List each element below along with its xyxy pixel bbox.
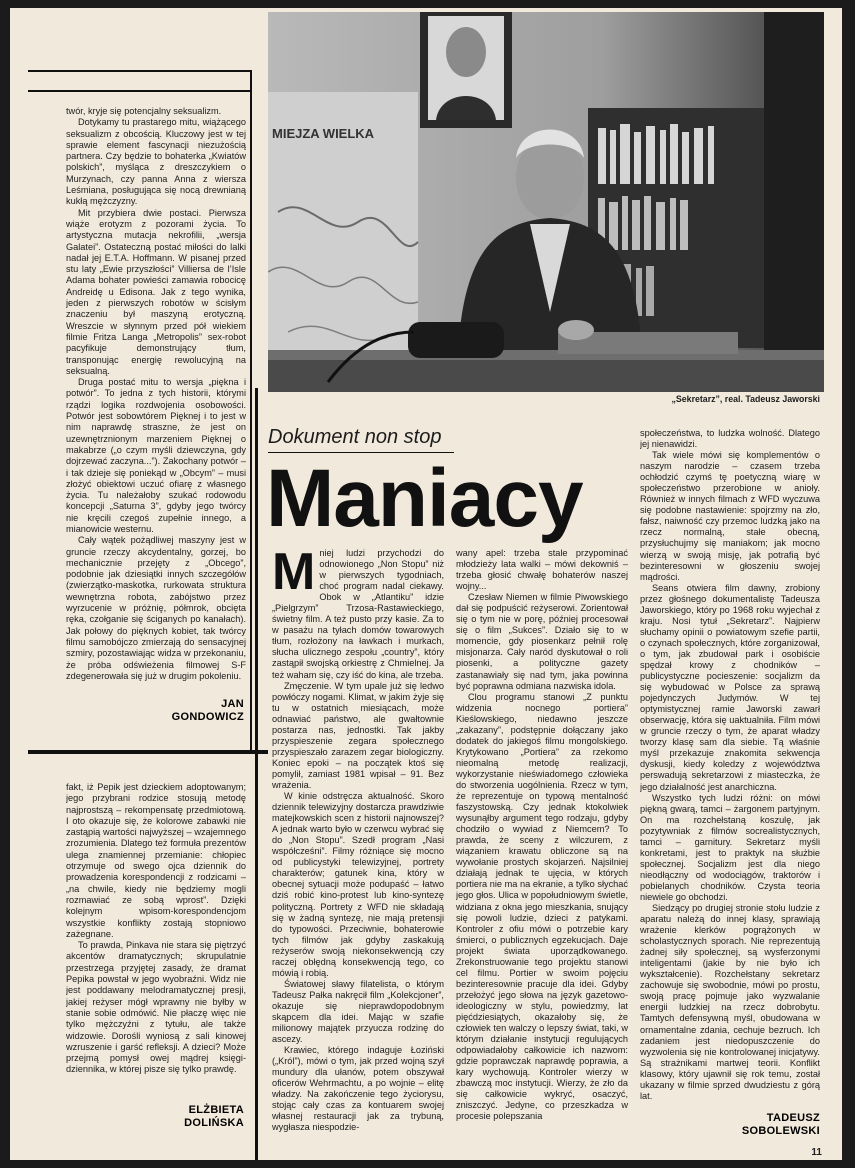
essay-column [66,106,246,694]
article-paragraph: Wszystko tych ludzi różni: on mówi piękną gwarą, tamci – żargonem partyjnym. On ma rozchełstaną koszulę, jak pozytywniak z filmów socrealistycznych, tamci – garnitury. Sekretarz myśli konkretami, jest to praktyk na służbie społecznej. Socjalizm jest dla niego nieodłączny od wodociągów, traktorów i pobielanych chodników. Czysta teoria niewiele go obchodzi. [640,792,820,902]
essay-author-first: JAN [221,698,244,710]
article-author-last: SOBOLEWSKI [741,1125,820,1137]
review-author-last: DOLIŃSKA [184,1117,244,1129]
essay-paragraph: Cały wątek pożądliwej maszyny jest w gruncie rzeczy akcydentalny, gorzej, bo mechanicznie przejęty z „Obcego”, podobnie jak dziesiątki innych szczegółów (zwierzątko-maskotka, rurkowata struktura wewnętrzna robota, zabójstwo przez wyrzucenie w próżnię, półmrok, obcięta ręka, czołganie się ściganych po kanałach). Jak połowy do pięknych kobiet, tak twórcy filmu samobójczo zmierzają do sensacyjnej szmiry, pozostawiając widza w przekonaniu, że próba odświeżenia filmowej S-F zdegenerowała się już w drugim pokoleniu. [66,535,246,681]
article-paragraph: Światowej sławy filatelista, o którym Tadeusz Pałka nakręcił film „Kolekcjoner”, okazuje się nieprawdopodobnym skąpcem dla idei. Mając w szafie milionowy majątek przyucza rodzinę do ascezy. [272,978,444,1045]
left-lower-vertical-rule [255,388,258,1160]
left-top-rule-2 [28,90,250,92]
review-author-first: ELŻBIETA [188,1104,244,1116]
article-author-first: TADEUSZ [766,1112,820,1124]
essay-paragraph: Mit przybiera dwie postaci. Pierwsza wiąże erotyzm z pozorami życia. To artystyczna mutacja nekrofilii, „wersja Galatei”. Ostateczną postać miłości do lalki nadał jej E.T.A. Hoffmann. W pisanej przed stu laty „Ewie przyszłości” Villiersa de l’Isle Adama bohater powieści zamawia robocicę Andreidę u Edisona. Jak z tego wynika, jeden z pierwszych robotów w ścisłym znaczeniu był maszyną erotyczną. Wreszcie w słynnym przed pół wiekiem filmie Fritza Langa „Metropolis” sex-robot pacyfikuje demonstrujący tłum, transponując energię rewolucyjną na seksualną. [66,207,246,376]
article-paragraph: W kinie odstręcza aktualność. Skoro dziennik telewizyjny dostarcza prawdziwie matejkowskich scen z historii najnowszej? A jednak warto było w czerwcu wybrać się do „Non Stopu”. Szedł program „Nasi współcześni”. Filmy różniące się mocno od publicystyki telewizyjnej, portrety charakterów; gatunek kina, który w obecnej sytuacji może podupaść – łatwo dziś robić kino-protest lub kino-syntezę polityczną. Portrety z WFD nie składają się w żadną syntezę, nie mają pretensji do typowości. Przeciwnie, bohaterowie tych filmów jak gdyby zaskakują reżyserów swoją niekonsekwencją czy raczej obłędną konsekwencją tego, co mówią i robią. [272,791,444,978]
essay-author [130,698,244,724]
article-paragraph: Krawiec, którego indaguje Łoziński („Król”), mówi o tym, jak przed wojną szył mundury dla ułanów, potem obszywał oficerów Wehrmachtu, a po wojnie – elitę władzy. Na zakończenie tego życiorysu, stojąc cały czas za kontuarem swojej własnej restauracji jak za trybuną, wygłasza niespodzie- [272,1045,444,1133]
review-column [66,782,246,1100]
review-paragraph: fakt, iż Pepik jest dzieckiem adoptowanym; jego przybrani rodzice stosują metodę najprostszą – rekompensatę przedmiotową. I oto okazuje się, że kolorowe zabawki nie zastąpią wartości najwyższej – wzajemnego zrozumienia. Dlatego też formuła prezentów ulega znamiennej przemianie: chłopiec otrzymuje od swego ojca dziennik do prowadzenia korespondencji z rodzicami – „na chwile, kiedy nie będziemy mogli rozmawiać ze sobą wprost”. Dzięki kolejnym wpisom-korespondencjom wszystkie konflikty zostają stopniowo zażegnane. [66,782,246,939]
article-paragraph: Czesław Niemen w filmie Piwowskiego dał się podpuścić reżyserowi. Zorientował się o tym nie w porę, później procesował się o film „Sukces”. Działo się to w momencie, gdy piosenkarz pełnił rolę misjonarza. Cały naród dyskutował o roli piosenki, a polityczne gazety zastanawiały się nad tym, jaka powinna być poprawna odmiana nazwiska idola. [456,592,628,691]
article-headline: Maniacy [266,453,583,544]
article-author [700,1112,820,1138]
essay-author-last: GONDOWICZ [171,711,244,723]
photo-caption: „Sekretarz”, real. Tadeusz Jaworski [671,394,820,404]
article-paragraph: Clou programu stanowi „Z punktu widzenia nocnego portiera” Kieślowskiego, niedawno jeszcze „zakazany”, podstępnie dołączany jako dodatek do jakiegoś filmu mongolskiego. Krytykowano „Portiera” za rzekomo nieomalną metodę realizacji, wykorzystanie nieświadomego człowieka do stworzenia uogólnienia. Rzecz w tym, że reprezentuje on typową mentalność faszystowską. Czy jednak ktokolwiek wysunąłby argument tego rodzaju, gdyby chodziło o wywiad z Niemcem? To prawda, że sceny z wilczurem, z wiązaniem krawatu obliczone są na wywołanie prostych skojarzeń. Najsilniej działają jednak te ujęcia, w których portiera nie ma na ekranie, a tylko słychać jego głos. Ulica w popołudniowym świetle, widziana z okna jego mieszkania, snujący się powoli ludzie, dzieci z patykami. Kontroler z ofiu mówi o potrzebie kary śmierci, o publicznych egzekucjach. Daje projekt świata uporządkowanego. Zrekonstruowanie tego projektu stanowi cel filmu. Portier w swoim pojęciu bezinteresownie pracuje dla idei. Gdyby przełożyć jego słowa na język gazetowo-ideologiczny w stylu, powiedzmy, lat pięćdziesiątych, okazałoby się, że człowiek ten walczy o lepszy świat, taki, w którym działanie instytucji regulujących odpowiadałoby całkowicie ich nazwom: gdzie poprawczak naprawdę poprawia, a kary wychowują. Kontroler wierzy w zbawczą moc instytucji. Wierzy, że zło da się całkowicie wykryć, osaczyć, zniszczyć. Jedyne, co przeszkadza w procesie polepszania [456,691,628,1122]
magazine-page [10,8,842,1160]
article-paragraph [272,548,444,681]
drop-cap: M [272,548,316,601]
page-number: 11 [811,1147,822,1158]
article-paragraph: Seans otwiera film dawny, zrobiony przez głośnego dokumentalistę Tadeusza Jaworskiego, który po 1968 roku wyjechał z kraju. Nosi tytuł „Sekretarz”. Najpierw słuchamy opinii o powiatowym szefie partii, o czynach społecznych, które zorganizował, o tym, jak zbudował park i osobiście spędzał krowy z chodników – publicystyczne pocieszenie: socjalizm da się wybudować w Polsce za sprawą pojedynczych Judymów. W tej optymistycznej ramie Jaworski zawarł obserwację, która się uaktualniła. Film mówi w gruncie rzeczy o tym, że aparat władzy tworzy klasę sam dla siebie. Tą właśnie myśl przekazuje znakomita sekwencja dyskusji, kiedy koledzy z województwa perswadują sekretarzowi z miasteczka, że jego działalność jest anarchiczna. [640,582,820,792]
article-paragraph: Zmęczenie. W tym upale już się ledwo powłóczy nogami. Klimat, w jakim żyje się tu w ostatnich miesiącach, może odnawiać państwo, ale gwałtownie postarza nas, jednostki. Tak jakby przyspieszenie zegara społecznego przyspieszało zarazem zegar biologiczny. Koniec epoki – na początek ktoś się pomylił, zamiast 1981 wpisał – 91. Bez wrażenia. [272,680,444,790]
article-column-3 [640,428,820,1108]
left-vertical-rule [250,70,252,750]
article-paragraph: wany apel: trzeba stale przypominać młodzieży lata walki – mówi dekowniś – trzeba głosić chwałę bohaterów naszej wojny... [456,548,628,592]
film-still-photo [268,12,824,392]
essay-paragraph: twór, kryje się potencjalny seksualizm. [66,106,222,116]
article-column-2 [456,548,628,1160]
article-kicker: Dokument non stop [268,426,442,448]
review-author [130,1104,244,1130]
left-bottom-rule [28,750,268,754]
left-top-rule [28,70,250,72]
review-paragraph: To prawda, Pinkava nie stara się piętrzyć akcentów dramatycznych; skrupulatnie przestrzega przyjętej zasady, że dramat Pepika powstał w jego wyobraźni. Widz nie jest poddawany melodramatycznej presji, jakiej reżyser mógł wprawny nie byłby w stanie sobie odmówić. Nie płaczę więc nie tylko mężczyźni z tytułu, ale także widzowie. Dorośli wyniosą z sali kinowej wzruszenie i garść refleksji. A dzieci? Może przejmą pomysł owej mądrej księgi-dziennika, w której pisze się tylko prawdę. [66,940,246,1075]
essay-paragraph: Druga postać mitu to wersja „piękna i potwór”. To jedna z tych historii, którymi rządzi logika rozdwojenia osobowości. Potwór jest sobowtórem Pięknej i to jest w nim naprawdę straszne, że jest on uzewnętrznionym marzeniem Pięknej o makabrze („o czym myśli dziewczyna, gdy dojrzewać zaczyna...”). Zakochany potwór – i tak dzieje się poniekąd w „Obcym” – musi złożyć obiektowi uczuć ofiarę z własnego życia. Tu należałoby szukać rodowodu koncepcji „Saturna 3”, gdyby jego twórcy nie kręcili czegoś zupełnie innego, a mianowicie westernu. [66,377,246,534]
article-lead-text: niej ludzi przychodzi do odnowionego „Non Stopu” niż w pierwszych tygodniach, choć program nadal ciekawy. Obok w „Atlantiku” idzie „Pielgrzym” Trzosa-Rastawieckiego, świetny film. A też pusto przy kasie. Za to w pasażu na tyłach domów towarowych tłum, rozłożony na ławkach i murkach, słucha ulicznego zespołu „country”, który zastąpił swojską orkiestrę z Chmielnej. Ja też waham się, czy iść do kina, ale trzeba. [272,548,444,680]
map-label: MIEJZA WIELKA [272,126,375,141]
article-column-1 [272,548,444,1160]
article-paragraph: społeczeństwa, to ludzka wolność. Dlatego jej nienawidzi. [640,428,820,450]
photo-illustration [268,12,824,392]
article-paragraph: Tak wiele mówi się komplementów o naszym narodzie – czasem trzeba ochłodzić czymś tę poetyczną wiarę w społeczeństwo przerobione w anioły. Również w innych filmach z WFD wyczuwa się podobne nastawienie: spojrzmy na zło, fałsz, naiwność czy przemoc ludzką jako na rzecz normalną, stałe obecną, przysłuchujmy się maniakom; jak mocno wierzą w swoją misję, jak potrafią być bezinteresowni w głoszeniu swojej mądrości. [640,450,820,582]
article-paragraph: Siedzący po drugiej stronie stołu ludzie z aparatu należą do innej klasy, sprawiają wrażenie klerków pogrążonych w scholastycznych sporach. Nie reprezentują żadnej siły społecznej, są wysferzonymi inteligentami (jakie by nie było ich wykształcenie). Rozchełstany sekretarz zachowuje się swobodnie, mówi po prostu, swoją pracę pojmuje jako wyzwalanie energii ludzkiej na rzecz dobrobytu. Tamtych defensywną myśl, obudowana w ornamentalne zdania, cechuje bezruch. Ich zadaniem jest niedopuszczenie do wyzwolenia się nie kontrolowanej inicjatywy. Są strażnikami martwej teorii. Konflikt klasowy, który ujawnił się rok temu, został ukazany w filmie sprzed dwudziestu z górą lat. [640,903,820,1101]
essay-paragraph: Dotykamy tu prastarego mitu, wiążącego seksualizm z obcością. Kluczowy jest w tej sprawie element fascynacji niezużością partnera. Czy będzie to bohaterka „Kwiatów polskich”, myśląca z dreszczykiem o Murzynach, czy panna Anna z wiersza Leśmiana, posługująca się nocą drewnianą kukłą mężczyzny. [66,117,246,207]
